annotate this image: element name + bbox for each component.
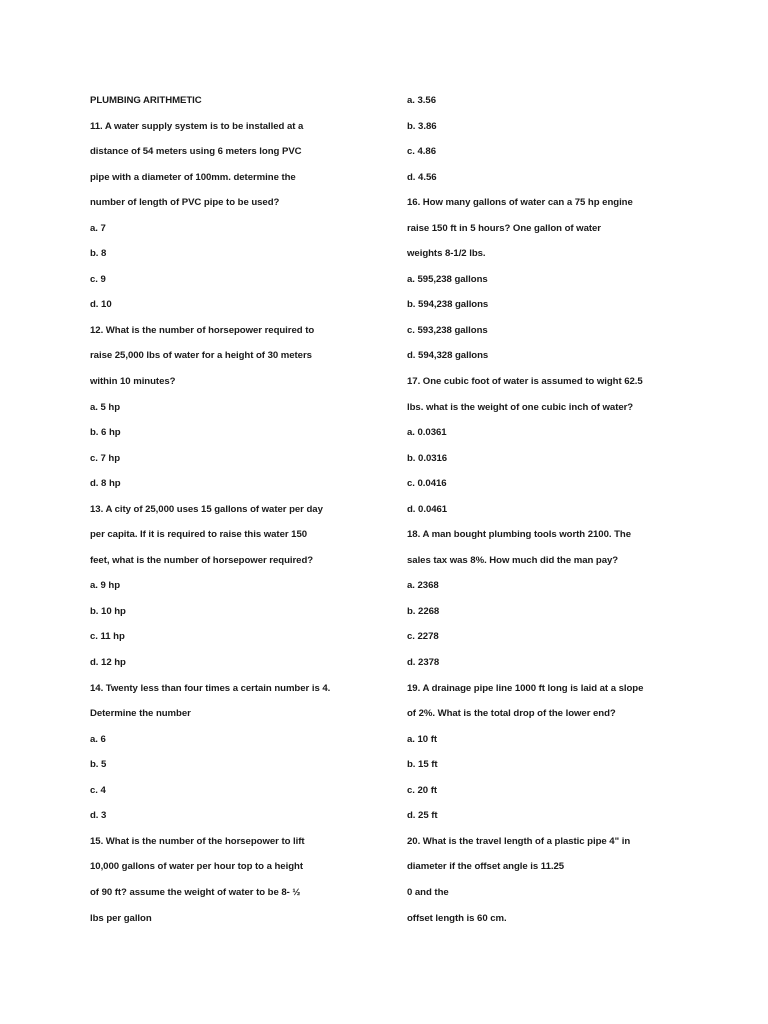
left-column-line: Determine the number xyxy=(90,708,191,720)
right-column-line: b. 0.0316 xyxy=(407,452,448,464)
left-column-line: b. 5 xyxy=(90,759,107,771)
right-column-line: b. 594,238 gallons xyxy=(407,299,489,311)
right-column-line: 0 and the xyxy=(407,886,449,898)
right-column-line: c. 0.0416 xyxy=(407,478,447,490)
right-column-line: d. 4.56 xyxy=(407,171,437,183)
left-column-line: b. 10 hp xyxy=(90,605,126,617)
right-column-line: 20. What is the travel length of a plastic pipe 4" in xyxy=(407,835,631,847)
left-column-line: c. 9 xyxy=(90,273,106,285)
right-column-line: 16. How many gallons of water can a 75 hp engine xyxy=(407,197,633,209)
left-column-line: 10,000 gallons of water per hour top to a height xyxy=(90,861,303,873)
left-column-line: of 90 ft? assume the weight of water to be 8- ½ xyxy=(90,886,301,898)
right-column-line: d. 594,328 gallons xyxy=(407,350,489,362)
left-column-line: 15. What is the number of the horsepower to lift xyxy=(90,835,305,847)
right-column-line: b. 2268 xyxy=(407,605,440,617)
left-column-line: per capita. If it is required to raise this water 150 xyxy=(90,529,308,541)
left-column xyxy=(90,92,390,935)
right-column-line: c. 20 ft xyxy=(407,784,437,796)
left-column-line: 11. A water supply system is to be installed at a xyxy=(90,120,304,132)
left-column-line: 12. What is the number of horsepower required to xyxy=(90,324,315,336)
left-column-line: d. 3 xyxy=(90,810,107,822)
left-column-line: distance of 54 meters using 6 meters long PVC xyxy=(90,146,302,158)
right-column-line: a. 2368 xyxy=(407,580,439,592)
right-column-line: b. 15 ft xyxy=(407,759,438,771)
left-column-line: c. 11 hp xyxy=(90,631,125,643)
right-column-line: a. 0.0361 xyxy=(407,427,447,439)
left-column-line: d. 10 xyxy=(90,299,112,311)
right-column-line: sales tax was 8%. How much did the man pay? xyxy=(407,554,619,566)
right-column-line: 17. One cubic foot of water is assumed to wight 62.5 xyxy=(407,376,643,388)
left-column-line: a. 5 hp xyxy=(90,401,121,413)
right-column-line: lbs. what is the weight of one cubic inch of water? xyxy=(407,401,634,413)
right-column-line: c. 2278 xyxy=(407,631,439,643)
right-column-line: diameter if the offset angle is 11.25 xyxy=(407,861,565,873)
left-column-line: a. 6 xyxy=(90,733,106,745)
right-column-line: c. 593,238 gallons xyxy=(407,324,488,336)
right-column-line: a. 595,238 gallons xyxy=(407,273,488,285)
left-column-line: number of length of PVC pipe to be used? xyxy=(90,197,280,209)
right-column-line: 19. A drainage pipe line 1000 ft long is laid at a slope xyxy=(407,682,644,694)
left-column-line: feet, what is the number of horsepower required? xyxy=(90,554,314,566)
left-column-line: d. 12 hp xyxy=(90,657,126,669)
right-column-line: offset length is 60 cm. xyxy=(407,912,507,924)
left-column-line: 14. Twenty less than four times a certain number is 4. xyxy=(90,682,331,694)
left-column-line: c. 7 hp xyxy=(90,452,121,464)
left-column-line: 13. A city of 25,000 uses 15 gallons of water per day xyxy=(90,503,323,515)
right-column-line: a. 10 ft xyxy=(407,733,437,745)
right-column-line: d. 2378 xyxy=(407,657,440,669)
right-column-line: 18. A man bought plumbing tools worth 2100. The xyxy=(407,529,632,541)
left-column-line: within 10 minutes? xyxy=(90,376,176,388)
right-column-line: b. 3.86 xyxy=(407,120,437,132)
left-column-line: a. 9 hp xyxy=(90,580,121,592)
right-column xyxy=(407,92,707,935)
left-column-line: a. 7 xyxy=(90,222,106,234)
left-column-line: pipe with a diameter of 100mm. determine the xyxy=(90,171,296,183)
right-column-line: raise 150 ft in 5 hours? One gallon of water xyxy=(407,222,601,234)
right-column-line: d. 25 ft xyxy=(407,810,438,822)
left-column-line: c. 4 xyxy=(90,784,106,796)
left-column-line: lbs per gallon xyxy=(90,912,152,924)
right-column-line: weights 8-1/2 lbs. xyxy=(407,248,486,260)
right-column-line: a. 3.56 xyxy=(407,95,436,106)
left-column-line: raise 25,000 lbs of water for a height of 30 meters xyxy=(90,350,312,362)
right-column-line: of 2%. What is the total drop of the lower end? xyxy=(407,708,616,720)
left-column-line: b. 6 hp xyxy=(90,427,121,439)
left-column-line: b. 8 xyxy=(90,248,107,260)
document-title: PLUMBING ARITHMETIC xyxy=(90,95,202,106)
left-column-line: d. 8 hp xyxy=(90,478,121,490)
right-column-line: d. 0.0461 xyxy=(407,503,448,515)
right-column-line: c. 4.86 xyxy=(407,146,436,158)
